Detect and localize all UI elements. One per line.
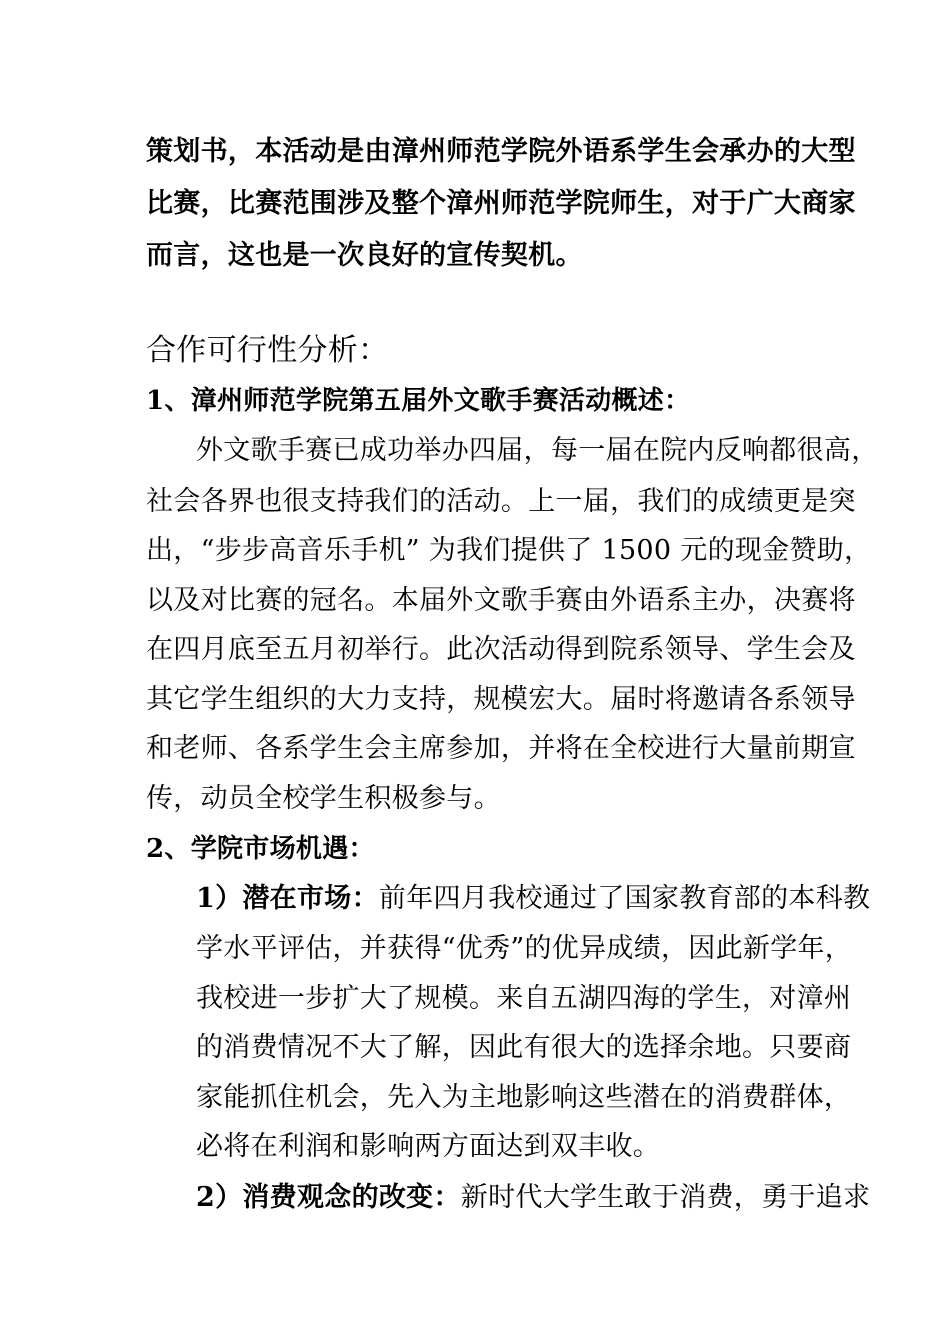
part1-line-5: 在四月底至五月初举行。此次活动得到院系领导、学生会及 (146, 634, 856, 665)
intro-line-3: 而言，这也是一次良好的宣传契机。 (146, 240, 583, 271)
part2-item1-first-line (196, 881, 870, 917)
part2-item1-line-3: 我校进一步扩大了规模。来自五湖四海的学生，对漳州 (196, 983, 852, 1014)
part2-item1-label: 1）潜在市场： (196, 883, 379, 914)
part1-line-1: 外文歌手赛已成功举办四届，每一届在院内反响都很高， (196, 435, 879, 466)
part2-item2-text: 新时代大学生敢于消费，勇于追求 (460, 1182, 871, 1213)
part1-line-8: 传，动员全校学生积极参与。 (146, 783, 501, 814)
part2-item1-line-5: 家能抓住机会，先入为主地影响这些潜在的消费群体， (196, 1082, 852, 1113)
section-title: 合作可行性分析： (146, 333, 389, 368)
part2-item1-line-4: 的消费情况不大了解，因此有很大的选择余地。只要商 (196, 1032, 852, 1063)
part2-item1-text: 前年四月我校通过了国家教育部的本科教 (378, 883, 871, 914)
part2-item2-label: 2）消费观念的改变： (196, 1182, 461, 1213)
part1-line-4: 以及对比赛的冠名。本届外文歌手赛由外语系主办，决赛将 (146, 585, 856, 616)
part2-title: 2、学院市场机遇： (146, 834, 375, 864)
part1-line-2: 社会各界也很支持我们的活动。上一届，我们的成绩更是突 (146, 486, 856, 517)
part1-line-7: 和老师、各系学生会主席参加，并将在全校进行大量前期宣 (146, 733, 856, 764)
part1-line-6: 其它学生组织的大力支持，规模宏大。届时将邀请各系领导 (146, 684, 856, 715)
part2-item1-line-6: 必将在利润和影响两方面达到双丰收。 (196, 1131, 661, 1162)
part2-item2-first-line (196, 1180, 870, 1216)
part1-line-3: 出，“步步高音乐手机” 为我们提供了 1500 元的现金赞助， (146, 535, 872, 566)
intro-line-1: 策划书，本活动是由漳州师范学院外语系学生会承办的大型 (146, 136, 856, 167)
part1-title: 1、漳州师范学院第五届外文歌手赛活动概述： (146, 386, 691, 416)
part2-item1-line-2: 学水平评估，并获得“优秀”的优异成绩，因此新学年， (196, 933, 853, 964)
intro-line-2: 比赛，比赛范围涉及整个漳州师范学院师生，对于广大商家 (146, 188, 856, 219)
